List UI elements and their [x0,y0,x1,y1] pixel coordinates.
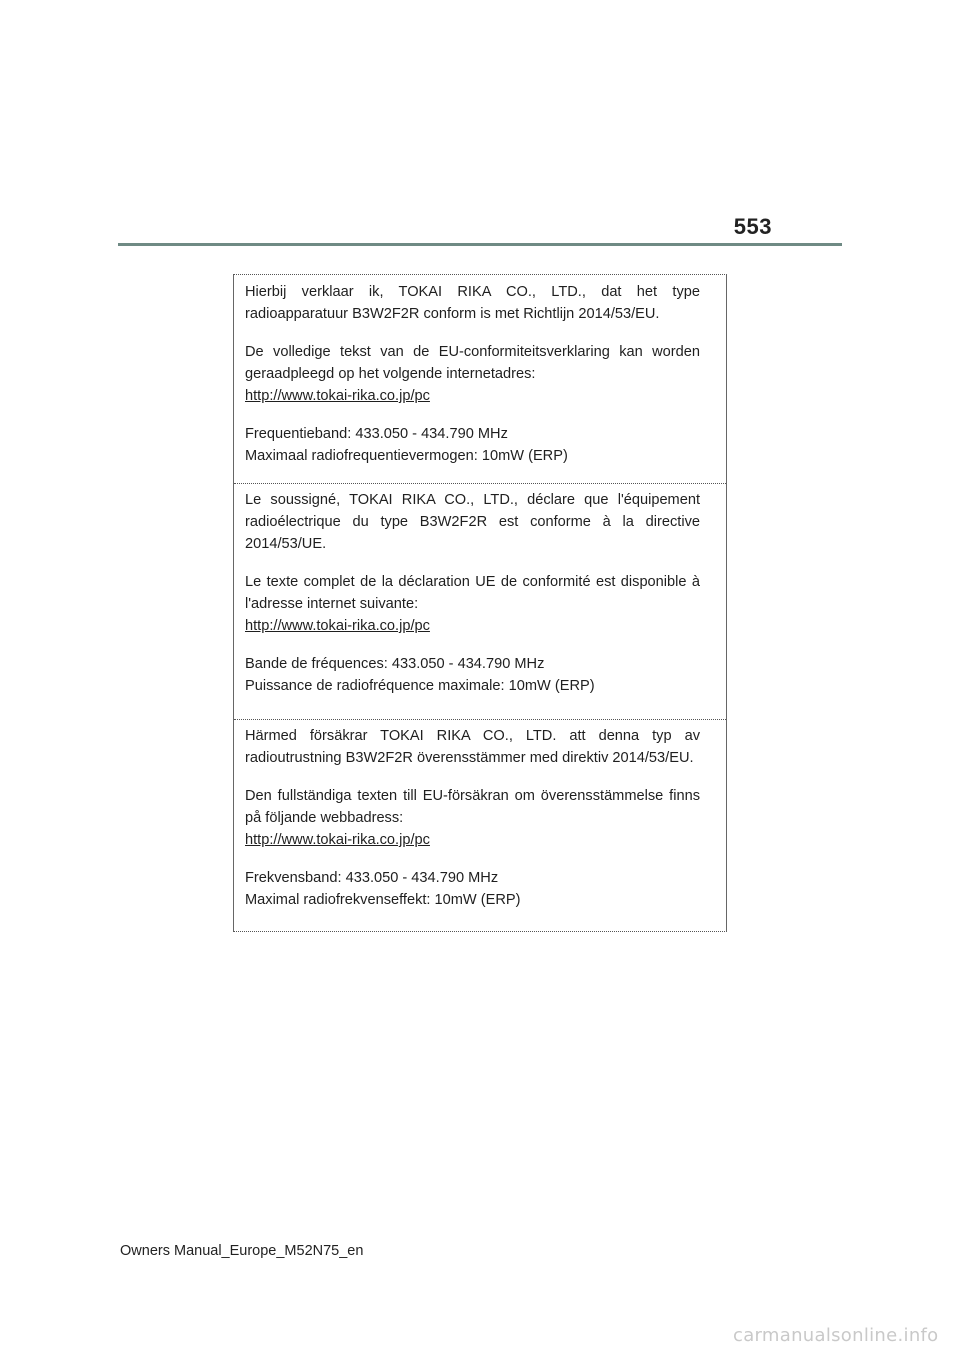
french-availability-text: Le texte complet de la déclaration UE de conformité est disponible à l'adresse internet suivante: [245,574,700,612]
french-declaration-text: Le soussigné, TOKAI RIKA CO., LTD., déclare que l'équipement radioélectrique du type B3W2F2R est conforme à la directive 2014/53/UE. [245,492,700,552]
french-frequency-band: Bande de fréquences: 433.050 - 434.790 MHz [245,656,545,672]
declaration-swedish [234,719,726,911]
watermark-text: carmanualsonline.info [733,1325,939,1346]
declaration-dutch [234,281,726,467]
header-rule [118,243,842,246]
footer-manual-id: Owners Manual_Europe_M52N75_en [120,1243,364,1259]
declaration-french [234,483,726,697]
page-number: 553 [733,214,772,239]
french-max-power: Puissance de radiofréquence maximale: 10mW (ERP) [245,678,595,694]
dutch-url-link[interactable]: http://www.tokai-rika.co.jp/pc [245,388,430,404]
swedish-availability-text: Den fullständiga texten till EU-försäkran om överensstämmelse finns på följande webbadress: [245,788,700,826]
dutch-availability-text: De volledige tekst van de EU-conformiteitsverklaring kan worden geraadpleegd op het volgende internetadres: [245,344,700,382]
french-url-link[interactable]: http://www.tokai-rika.co.jp/pc [245,618,430,634]
dutch-max-power: Maximaal radiofrequentievermogen: 10mW (ERP) [245,448,568,464]
declaration-box [233,274,727,932]
swedish-url-link[interactable]: http://www.tokai-rika.co.jp/pc [245,832,430,848]
swedish-frequency-band: Frekvensband: 433.050 - 434.790 MHz [245,870,499,886]
dutch-frequency-band: Frequentieband: 433.050 - 434.790 MHz [245,426,508,442]
dutch-declaration-text: Hierbij verklaar ik, TOKAI RIKA CO., LTD., dat het type radioapparatuur B3W2F2R conform is met Richtlijn 2014/53/EU. [245,284,700,322]
swedish-declaration-text: Härmed försäkrar TOKAI RIKA CO., LTD. att denna typ av radioutrustning B3W2F2R överensstämmer med direktiv 2014/53/EU. [245,728,700,766]
swedish-max-power: Maximal radiofrekvenseffekt: 10mW (ERP) [245,892,521,908]
